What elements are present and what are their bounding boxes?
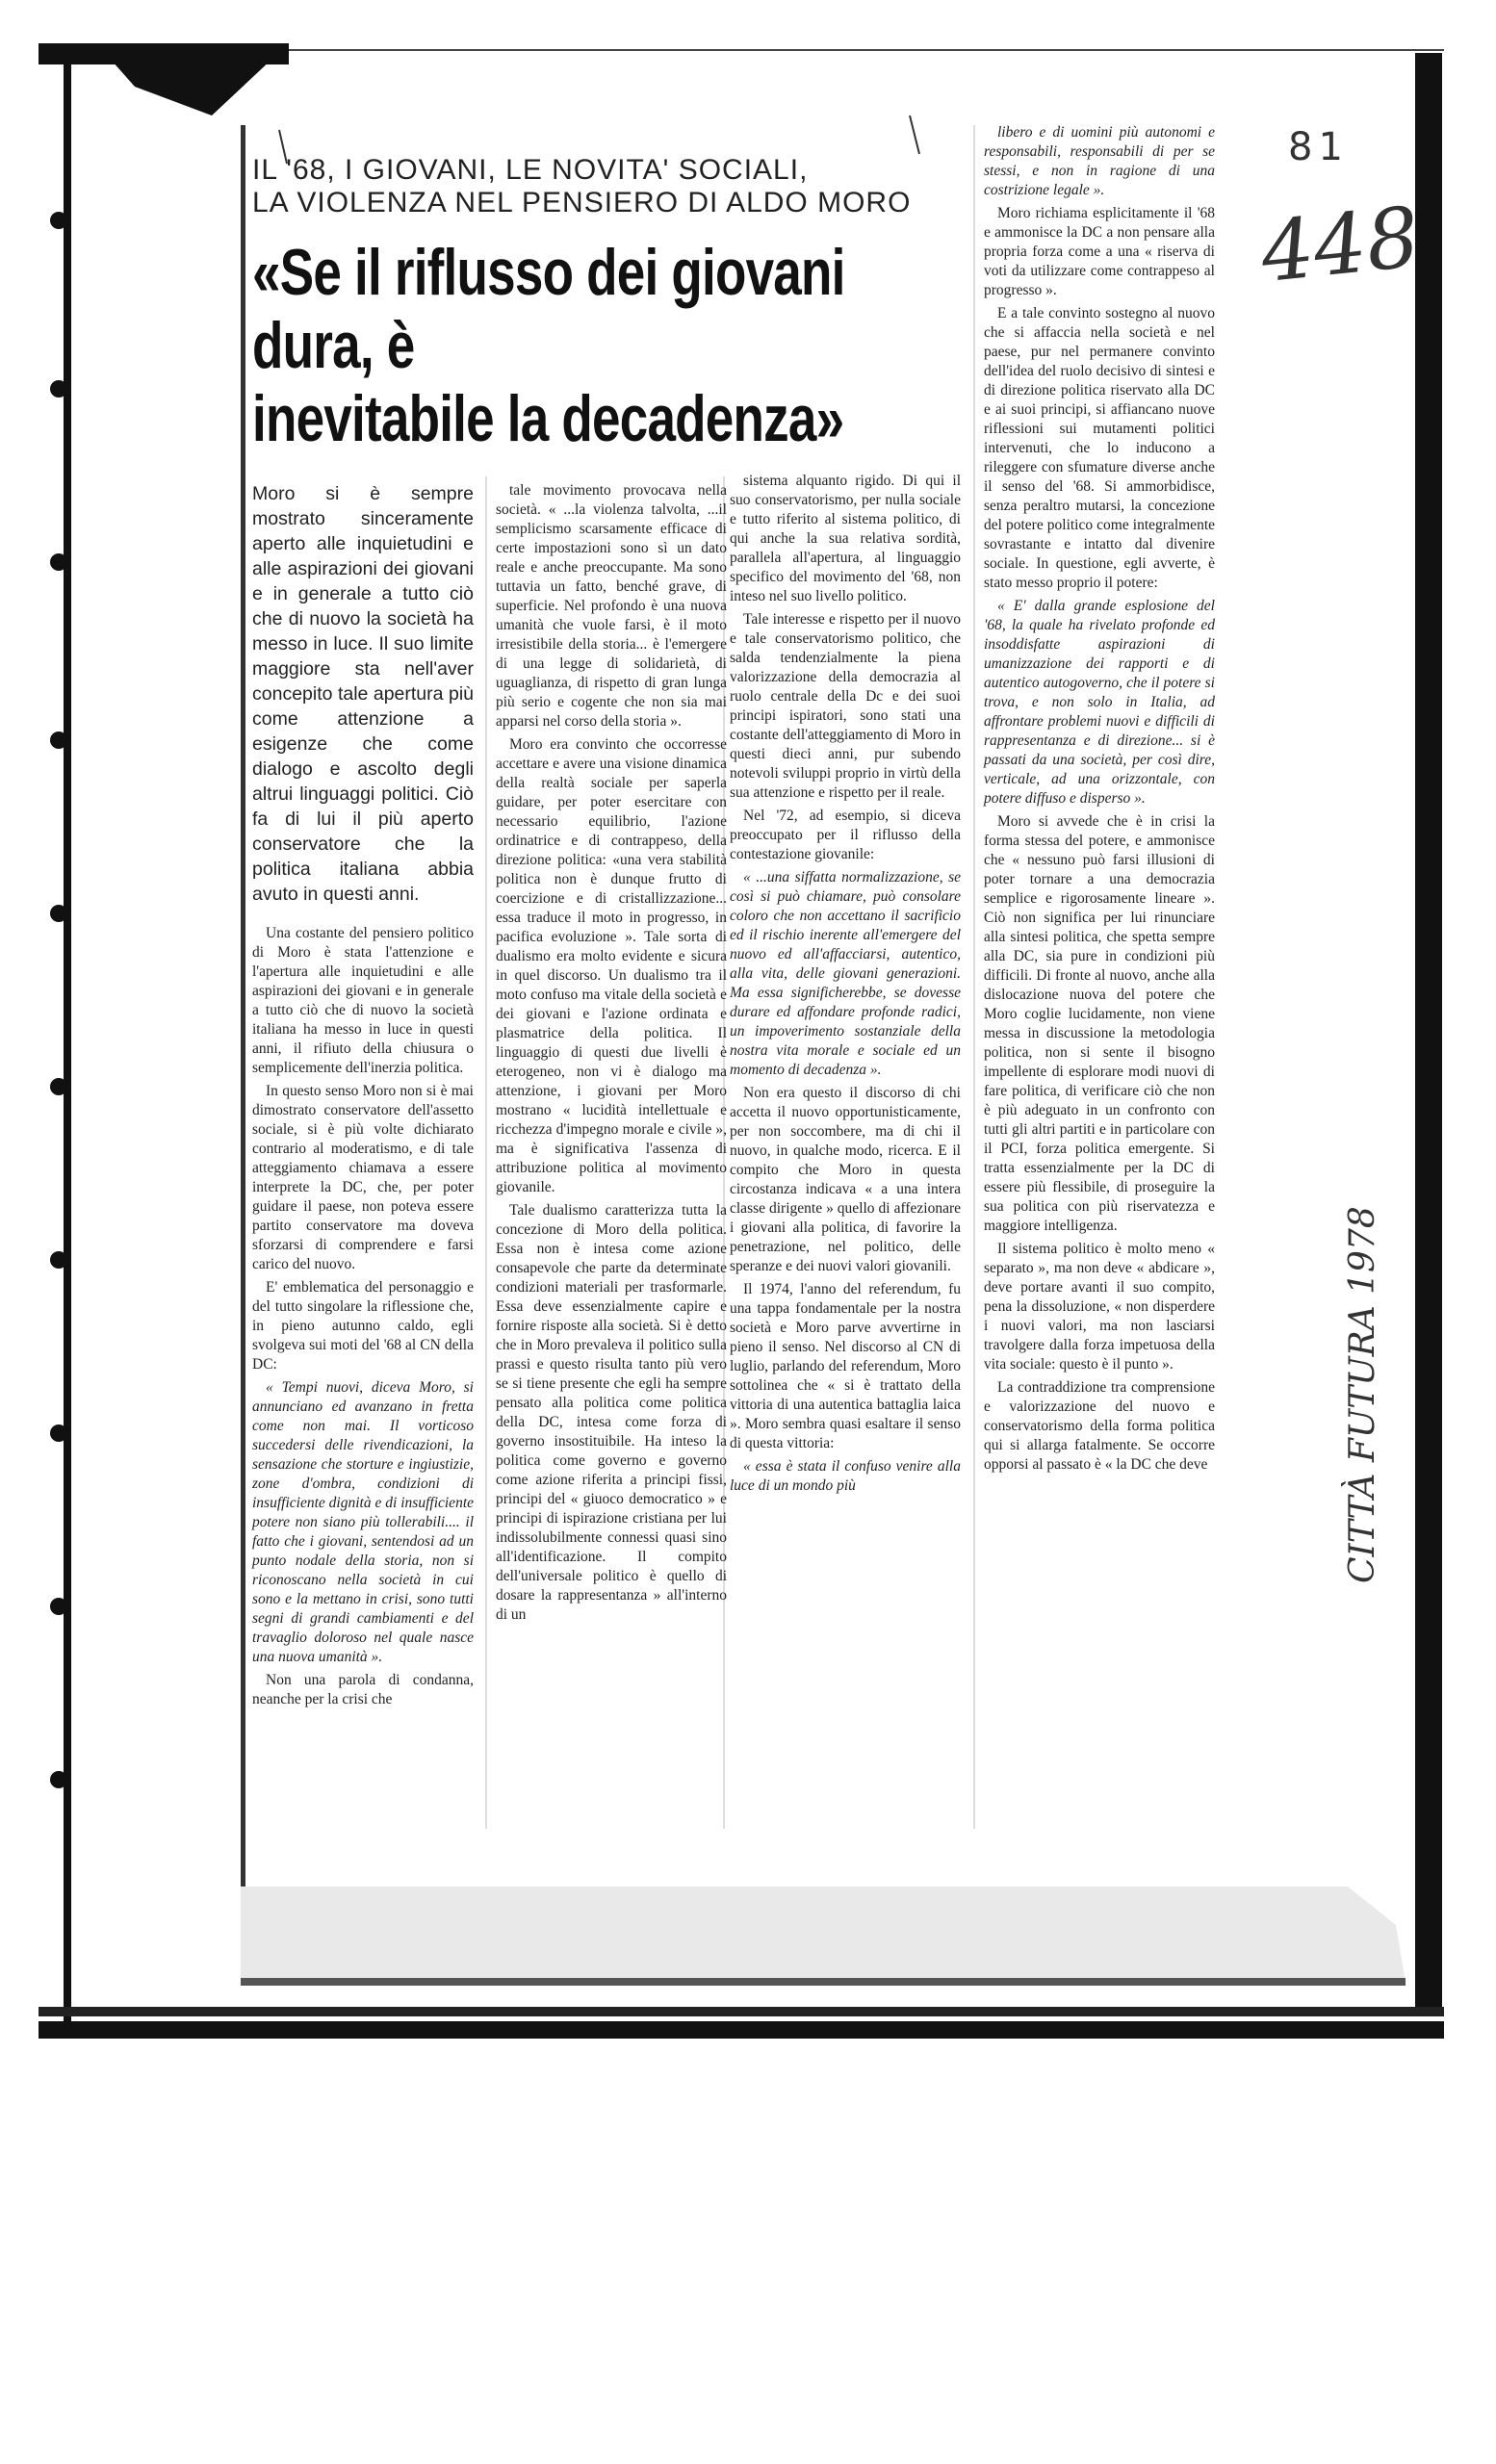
headline-line: inevitabile la decadenza» — [252, 382, 844, 455]
punch-hole — [50, 732, 67, 749]
punch-hole — [50, 905, 67, 922]
paragraph: Tale interesse e rispetto per il nuovo e tale conservatorismo politico, che salda tendenzialmente la piena valorizzazione della democrazia al ruolo centrale della Dc e dei suoi principi ispiratori, sono stati una costante dell'atteggiamento di Moro in questi dieci anni, pur subendo notevoli sviluppi proprio in virtù della sua attenzione e rispetto per il reale. — [730, 611, 961, 801]
page-number: 81 — [1288, 125, 1349, 169]
publication-stamp: CITTÀ FUTURA 1978 — [1343, 1206, 1382, 1583]
quote-paragraph: « essa è stata il confuso venire alla luce di un mondo più — [730, 1458, 961, 1494]
paragraph: Il sistema politico è molto meno « separato », ma non deve « abdicare », deve portare avanti il suo compito, pena la dissoluzione, « non disperdere i nuovi valori, ma non lasciarsi travolgere dalla forza impetuosa della vita sociale: questo è il punto ». — [984, 1241, 1215, 1373]
paragraph: Una costante del pensiero politico di Moro è stata l'attenzione e l'apertura alle inquietudini e alle aspirazioni dei giovani e in generale a tutto ciò che di nuovo la società italiana ha messo in luce in questi anni, il rifiuto della chiusura o semplicemente dell'inerzia politica. — [252, 925, 474, 1076]
kicker-line: IL '68, I GIOVANI, LE NOVITA' SOCIALI, — [252, 154, 809, 186]
paragraph: Moro si avvede che è in crisi la forma stessa del potere, e ammonisce che « nessuno può farsi illusioni di poter tornare a una democrazia semplice e rigorosamente lineare ». Ciò non significa per lui rinunciare alla sintesi politica, che spetta sempre alla DC, sia pure in condizioni più difficili. Di fronte al nuovo, anche alla dislocazione nuova del potere che Moro coglie lucidamente, non viene messa in discussione la metodologia politica, non si sente il bisogno impellente di esplorare modi nuovi di fare politica, di verificare ciò che non è più adeguato in un confronto con tutti gli altri partiti e in particolare con il PCI, forza politica emergente. Si tratta essenzialmente per la DC di essere più flessibile, di proseguire la sua politica con più riservatezza e maggiore intelligenza. — [984, 813, 1215, 1234]
paragraph: Moro era convinto che occorresse accettare e avere una visione dinamica della realtà sociale per saperla guidare, per poter esercitare con necessario equilibrio, l'azione ordinatrice e di contrappeso, della direzione politica: «una vera stabilità politica non è dunque frutto di coercizione e di cristallizzazione... essa traduce il moto in progresso, in pacifica evoluzione ». Tale sorta di dualismo era molto evidente e sicura in quel discorso. Un dualismo tra il moto confuso ma vitale della società e dei giovani e l'azione ordinata e plasmatrice della politica. Il linguaggio di questi due livelli è eterogeneo, non vi è dialogo ma attenzione, i giovani per Moro mostrano « lucidità intellettuale e ricchezza d'impegno morale e civile », ma è significativa l'assenza di attribuzione politica al movimento giovanile. — [496, 736, 727, 1195]
quote-paragraph: libero e di uomini più autonomi e responsabili, responsabili di per se stessi, e non in ragione di una costrizione legale ». — [984, 124, 1215, 198]
paragraph: Moro richiama esplicitamente il '68 e ammonisce la DC a non pensare alla propria forza come a una « riserva di voti da utilizzare come contrappeso al progresso ». — [984, 205, 1215, 298]
punch-hole — [50, 1771, 67, 1788]
paragraph: Non era questo il discorso di chi accetta il nuovo opportunisticamente, per non soccombere, ma di chi il nuovo, in qualche modo, ricerca. E il compito che Moro in questa circostanza indicava « a una intera classe dirigente » quello di affezionare i giovani alla politica, di favorire la penetrazione, nel politico, delle speranze e dei nuovi valori giovanili. — [730, 1085, 961, 1274]
article-column-3 — [730, 472, 961, 1500]
article-headline — [252, 236, 845, 455]
punch-hole — [50, 553, 67, 571]
paragraph: Il 1974, l'anno del referendum, fu una tappa fondamentale per la nostra società e Moro parve avvertirne in pieno il senso. Nel discorso al CN di luglio, parlando del referendum, Moro sottolinea che « si è trattato della vittoria di una autentica battaglia laica ». Moro sembra quasi esaltare il senso di questa vittoria: — [730, 1281, 961, 1451]
paragraph: tale movimento provocava nella società. « ...la violenza talvolta, ...il semplicismo scarsamente efficace di certe impostazioni sono sì un dato reale e anche preoccupante. Ma sono tuttavia un fatto, benché grave, di superficie. Nel profondo è una nuova umanità che vuole farsi, è il moto irresistibile della storia... è l'emergere di una legge di solidarietà, di uguaglianza, di rispetto di gran lunga più serio e cogente che non sia mai apparsi nel corso della storia ». — [496, 482, 727, 730]
headline-line: dura, è — [252, 309, 415, 382]
punch-hole — [50, 1598, 67, 1615]
headline-line: «Se il riflusso dei giovani — [252, 236, 845, 309]
article-column-2 — [496, 481, 727, 1629]
punch-hole — [50, 212, 67, 229]
paragraph: sistema alquanto rigido. Di qui il suo conservatorismo, per nulla sociale e tutto riferito al sistema politico, di qui anche la sua relativa sordità, parallela all'apertura, al linguaggio specifico del movimento del '68, non inteso nel suo livello politico. — [730, 473, 961, 604]
article-kicker — [252, 154, 984, 219]
punch-hole — [50, 1424, 67, 1442]
handwritten-number: 448 — [1256, 189, 1424, 302]
quote-paragraph: « E' dalla grande esplosione del '68, la quale ha rivelato profonde ed insoddisfatte aspirazioni di umanizzazione dei rapporti e di autentico autogoverno, che il potere si trova, e non solo in Italia, ad affrontare problemi nuovi e difficili di rappresentanza e di direzione... si è passati da una società, per così dire, verticale, ad una orizzontale, con potere diffuso e disperso ». — [984, 598, 1215, 807]
paragraph: E a tale convinto sostegno al nuovo che si affaccia nella società e nel paese, pur nel permanere convinto dell'idea del ruolo decisivo di sintesi e di direzione politica riservato alla DC e ai suoi principi, si affiancano nuove riflessioni sui mutamenti politici intervenuti, che lo inducono a rileggere con sfumature diverse anche il senso del '68. Si ammorbidisce, senza peraltro mutarsi, la concezione del potere politico come integralmente sovrastante e intatto dal divenire sociale. In questione, egli avverte, è stato messo proprio il potere: — [984, 305, 1215, 591]
article-column-4 — [984, 123, 1215, 1478]
paragraph: La contraddizione tra comprensione e valorizzazione del nuovo e conservatorismo della forma politica qui si allarga fatalmente. Se occorre opporsi al passato è « la DC che deve — [984, 1379, 1215, 1473]
kicker-line: LA VIOLENZA NEL PENSIERO DI ALDO MORO — [252, 187, 912, 218]
paragraph: Non una parola di condanna, neanche per la crisi che — [252, 1672, 474, 1707]
punch-hole — [50, 1251, 67, 1269]
paragraph: Nel '72, ad esempio, si diceva preoccupato per il riflusso della contestazione giovanile: — [730, 808, 961, 862]
paragraph: Tale dualismo caratterizza tutta la concezione di Moro della politica. Essa non è intesa come azione consapevole che parte da determinate condizioni materiali per trasformarle. Essa deve essenzialmente capire e fornire risposte alla società. Si è detto che in Moro prevaleva il politico sulla prassi e questo risulta tanto più vero se si tiene presente che egli ha sempre pensato alla politica come politica della DC, intesa come forza di governo insostituibile. Ha inteso la politica come governo e governo come azione riferita a principi fissi, principi del « giuoco democratico » e principi di ispirazione cristiana per lui indissolubilmente connessi quasi sino all'identificazione. Il compito dell'universale politico è quello di dosare la rappresentanza » all'interno di un — [496, 1202, 727, 1623]
quote-paragraph: « Tempi nuovi, diceva Moro, si annunciano ed avanzano in fretta come non mai. Il vorticoso succedersi delle rivendicazioni, la sensazione che storture e ingiustizie, zone d'ombra, condizioni di insufficiente dignità e di insufficiente potere non siano più tollerabili.... il fatto che i giovani, sentendosi ad un punto nodale della storia, non si riconoscano nella società in cui sono e la mettano in crisi, sono tutti segni di grandi cambiamenti e del travaglio doloroso nel quale nasce una nuova umanità ». — [252, 1379, 474, 1665]
article-lead: Moro si è sempre mostrato sinceramente aperto alle inquietudini e alle aspirazioni dei giovani e in generale a tutto ciò che di nuovo la società ha messo in luce. Il suo limite maggiore sta nell'aver concepito tale apertura più come attenzione a esigenze che come dialogo e ascolto degli altrui linguaggi politici. Ciò fa di lui il più aperto conservatore che la politica italiana abbia avuto in questi anni. — [252, 483, 474, 905]
paragraph: E' emblematica del personaggio e del tutto singolare la riflessione che, in pieno autunno caldo, egli svolgeva sui moti del '68 al CN della DC: — [252, 1279, 474, 1373]
quote-paragraph: « ...una siffatta normalizzazione, se così si può chiamare, può consolare coloro che non accettano il sacrificio ed il rischio inerente all'emergere del nuovo ed all'affacciarsi, autentico, alla vita, delle giovani generazioni. Ma essa significherebbe, se dovesse durare ed affondare profonde radici, un impoverimento sostanziale della nostra vita morale e sociale ed un momento di decadenza ». — [730, 869, 961, 1078]
punch-hole — [50, 1078, 67, 1095]
paragraph: In questo senso Moro non si è mai dimostrato conservatore dell'assetto sociale, si è più volte dichiarato contrario al moderatismo, e di tale atteggiamento chiamava a essere interprete la DC, che, per poter guidare il paese, non poteva essere partito conservatore ma doveva sforzarsi di comprendere e farsi carico del nuovo. — [252, 1083, 474, 1272]
article-column-1 — [252, 481, 474, 1713]
punch-hole — [50, 380, 67, 398]
